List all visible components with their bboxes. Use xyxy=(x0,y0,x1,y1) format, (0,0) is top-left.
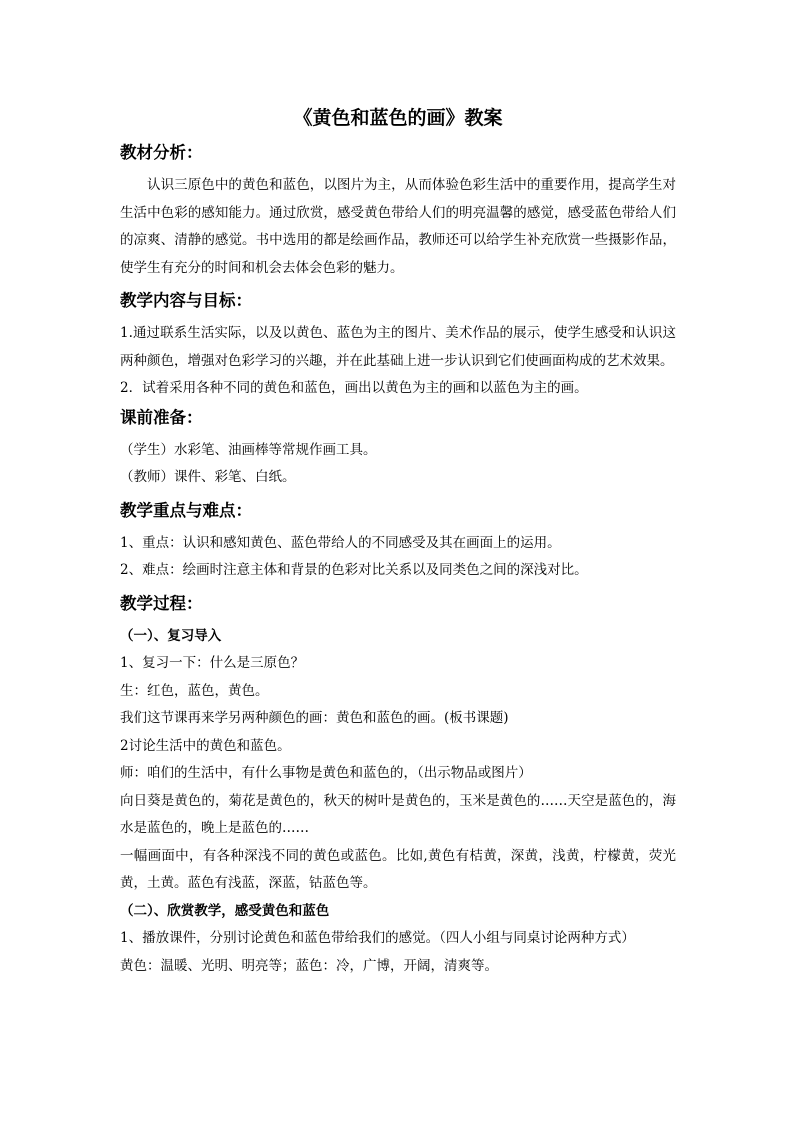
section-heading-key-points: 教学重点与难点： xyxy=(120,500,252,520)
process-line: 师：咱们的生活中，有什么事物是黄色和蓝色的，（出示物品或图片） xyxy=(120,765,532,781)
process-part2-subheading: （二）、欣赏教学，感受黄色和蓝色 xyxy=(120,902,330,919)
process-line: 我们这节课再来学另两种颜色的画：黄色和蓝色的画。(板书课题) xyxy=(120,710,509,726)
process-line: 向日葵是黄色的，菊花是黄色的，秋天的树叶是黄色的，玉米是黄色的……天空是蓝色的，海水是蓝色的，晚上是蓝色的…… xyxy=(120,792,676,836)
document-title: 《黄色和蓝色的画》教案 xyxy=(293,107,503,129)
key-point-item: 1、重点：认识和感知黄色、蓝色带给人的不同感受及其在画面上的运用。 xyxy=(120,534,561,551)
section-heading-teaching-process: 教学过程： xyxy=(120,593,203,613)
process-line: 1、复习一下：什么是三原色？ xyxy=(120,655,305,671)
process-line: 生：红色，蓝色，黄色。 xyxy=(120,682,269,699)
preparation-item-student: （学生）水彩笔、油画棒等常规作画工具。 xyxy=(120,441,377,458)
goal-item-1: 1.通过联系生活实际，以及以黄色、蓝色为主的图片、美术作品的展示，使学生感受和认识这两种颜色，增强对色彩学习的兴趣，并在此基础上进一步认识到它们使画面构成的艺术效果。 xyxy=(120,325,676,369)
section-heading-preparation: 课前准备： xyxy=(120,407,203,427)
preparation-item-teacher: （教师）课件、彩笔、白纸。 xyxy=(120,469,296,485)
process-part1-subheading: （一）、复习导入 xyxy=(120,627,222,644)
material-analysis-paragraph: 认识三原色中的黄色和蓝色，以图片为主，从而体验色彩生活中的重要作用，提高学生对生活中色彩的感知能力。通过欣赏，感受黄色带给人们的明亮温馨的感觉，感受蓝色带给人们的凉爽、清静的感觉。书中选用的都是绘画作品，教师还可以给学生补充欣赏一些摄影作品，使学生有充分的时间和机会去体会色彩的魅力。 xyxy=(120,177,676,276)
goal-item-2: 2．试着采用各种不同的黄色和蓝色，画出以黄色为主的画和以蓝色为主的画。 xyxy=(120,380,588,396)
process-line: 黄色：温暖、光明、明亮等；蓝色：冷，广博，开阔，清爽等。 xyxy=(120,957,498,974)
section-heading-content-goals: 教学内容与目标： xyxy=(120,291,252,310)
process-line: 1、播放课件，分别讨论黄色和蓝色带给我们的感觉。（四人小组与同桌讨论两种方式） xyxy=(120,930,635,946)
process-line: 2讨论生活中的黄色和蓝色。 xyxy=(120,737,291,754)
document-page xyxy=(120,100,676,980)
section-heading-material-analysis: 教材分析： xyxy=(120,143,203,162)
process-line: 一幅画面中，有各种深浅不同的黄色或蓝色。比如,黄色有桔黄，深黄，浅黄，柠檬黄，荧光黄，土黄。蓝色有浅蓝，深蓝，钴蓝色等。 xyxy=(120,847,676,891)
difficulty-item: 2、难点：绘画时注意主体和背景的色彩对比关系以及同类色之间的深浅对比。 xyxy=(120,562,588,578)
